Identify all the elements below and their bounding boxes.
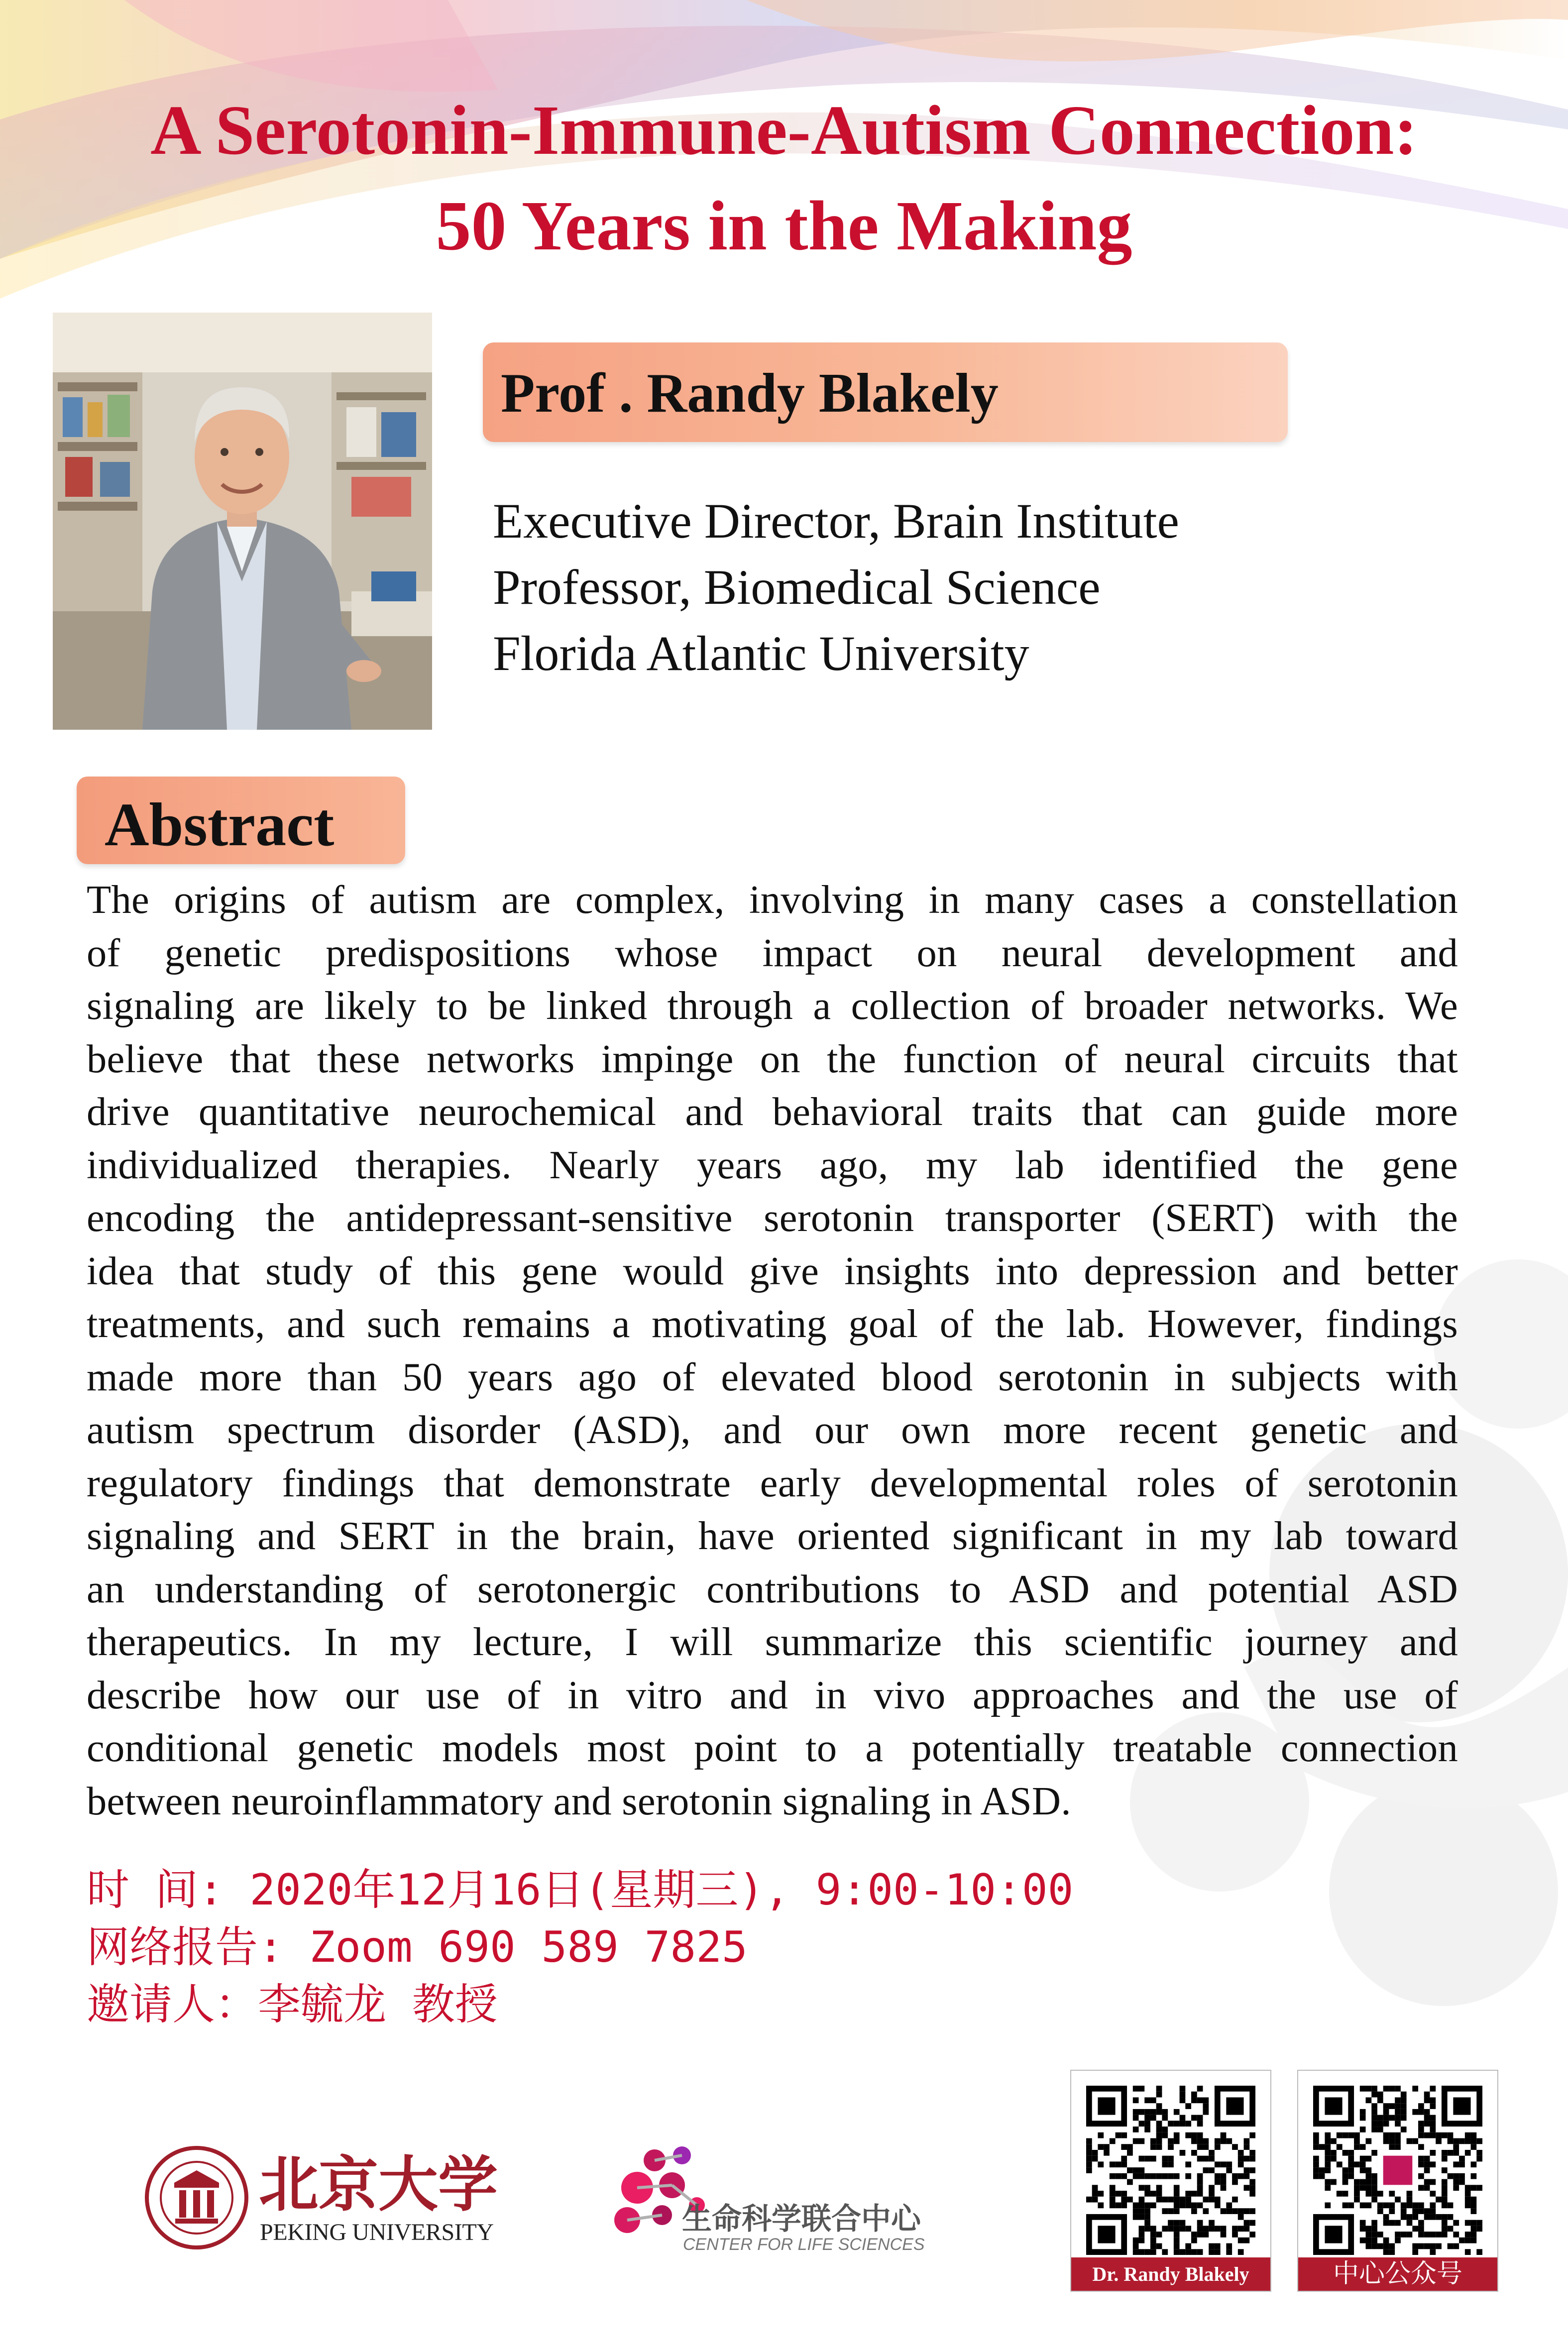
center-for-life-sciences-logo	[607, 2140, 966, 2265]
poster-title	[0, 82, 1568, 273]
abstract-line: believe that these networks impinge on the function of neural circuits that	[87, 1036, 1458, 1081]
abstract-line: encoding the antidepressant-sensitive serotonin transporter (SERT) with the	[87, 1196, 1458, 1240]
abstract-line: conditional genetic models most point to a potentially treatable connection	[87, 1726, 1458, 1770]
cls-english-name: CENTER FOR LIFE SCIENCES	[683, 2235, 925, 2254]
abstract-line: autism spectrum disorder (ASD), and our own more recent genetic and	[87, 1408, 1458, 1452]
title-line-1: A Serotonin-Immune-Autism Connection:	[150, 91, 1418, 169]
center-wechat-qr-code[interactable]	[1313, 2086, 1482, 2255]
abstract-line: idea that study of this gene would give insights into depression and better	[87, 1248, 1458, 1293]
abstract-line: of genetic predispositions whose impact on neural development and	[87, 930, 1458, 975]
affiliation-line: Professor, Biomedical Science	[493, 560, 1101, 615]
abstract-heading: Abstract	[105, 790, 335, 859]
affiliation-line: Executive Director, Brain Institute	[493, 493, 1179, 549]
speaker-name: Prof . Randy Blakely	[501, 362, 999, 424]
speaker-photo	[53, 313, 432, 730]
event-online: 网络报告: Zoom 690 589 7825	[87, 1922, 748, 1972]
abstract-heading-banner	[77, 777, 405, 864]
abstract-line: between neuroinflammatory and serotonin signaling in ASD.	[87, 1779, 1071, 1823]
title-line-2: 50 Years in the Making	[436, 186, 1132, 265]
abstract-line: regulatory findings that demonstrate early developmental roles of serotonin	[87, 1460, 1458, 1505]
speaker-name-banner	[483, 342, 1288, 442]
affiliation-line: Florida Atlantic University	[493, 626, 1029, 681]
event-host: 邀请人：李毓龙 教授	[87, 1980, 498, 2029]
abstract-line: therapeutics. In my lecture, I will summarize this scientific journey and	[87, 1620, 1458, 1664]
abstract-line: describe how our use of in vitro and in vivo approaches and the use of	[87, 1673, 1458, 1717]
abstract-line: drive quantitative neurochemical and behavioral traits that can guide more	[87, 1090, 1458, 1134]
speaker-qr-code[interactable]	[1086, 2086, 1255, 2255]
pku-chinese-name: 北京大学	[259, 2149, 498, 2220]
event-info	[87, 1862, 1073, 2033]
center-qr-card	[1298, 2071, 1497, 2291]
pku-english-name: PEKING UNIVERSITY	[260, 2219, 494, 2245]
abstract-line: signaling are likely to be linked through a collection of broader networks. We	[87, 984, 1458, 1028]
abstract-line: an understanding of serotonergic contributions to ASD and potential ASD	[87, 1567, 1458, 1611]
abstract-line: The origins of autism are complex, involving in many cases a constellation	[87, 878, 1458, 922]
speaker-qr-label: Dr. Randy Blakely	[1071, 2257, 1270, 2291]
abstract-line: individualized therapies. Nearly years ago, my lab identified the gene	[87, 1142, 1458, 1187]
abstract-line: made more than 50 years ago of elevated blood serotonin in subjects with	[87, 1354, 1458, 1399]
abstract-line: treatments, and such remains a motivating goal of the lab. However, findings	[87, 1302, 1458, 1346]
speaker-affiliations	[493, 488, 1179, 686]
abstract-line: signaling and SERT in the brain, have oriented significant in my lab toward	[87, 1514, 1458, 1558]
speaker-qr-card	[1071, 2071, 1270, 2291]
peking-university-logo	[144, 2143, 503, 2252]
cls-chinese-name: 生命科学联合中心	[682, 2202, 921, 2237]
event-time: 时 间: 2020年12月16日(星期三), 9:00-10:00	[87, 1865, 1074, 1915]
center-qr-label: 中心公众号	[1298, 2257, 1497, 2291]
abstract-body	[87, 874, 1458, 1828]
